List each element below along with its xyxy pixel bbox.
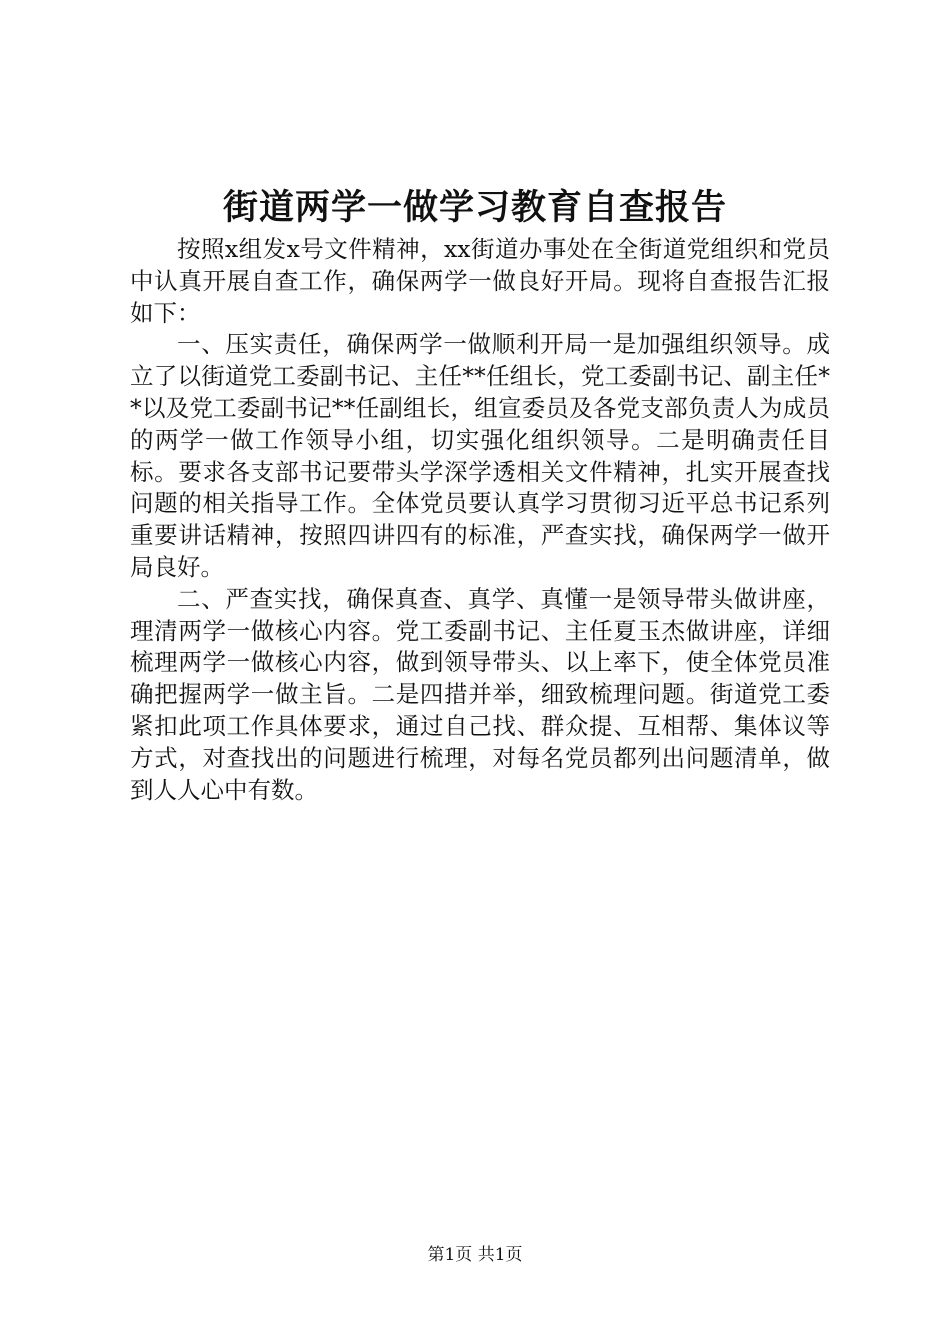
document-title: 街道两学一做学习教育自查报告 <box>222 187 727 228</box>
page-number-footer: 第1页 共1页 <box>427 1245 523 1265</box>
paragraph-section-one: 一、压实责任，确保两学一做顺利开局一是加强组织领导。成立了以街道党工委副书记、主任**任组长，党工委副书记、副主任**以及党工委副书记**任副组长，组宣委员及各党支部负责人为成员的两学一做工作领导小组，切实强化组织领导。二是明确责任目标。要求各支部书记要带头学深学透相关文件精神，扎实开展查找问题的相关指导工作。全体党员要认真学习贯彻习近平总书记系列重要讲话精神，按照四讲四有的标准，严查实找，确保两学一做开局良好。 <box>130 330 830 581</box>
paragraph-intro: 按照x组发x号文件精神，xx街道办事处在全街道党组织和党员中认真开展自查工作，确保两学一做良好开局。现将自查报告汇报如下： <box>130 235 830 327</box>
document-body <box>130 234 830 806</box>
paragraph-section-two: 二、严查实找，确保真查、真学、真懂一是领导带头做讲座，理清两学一做核心内容。党工委副书记、主任夏玉杰做讲座，详细梳理两学一做核心内容，做到领导带头、以上率下，使全体党员准确把握两学一做主旨。二是四措并举，细致梳理问题。街道党工委紧扣此项工作具体要求，通过自己找、群众提、互相帮、集体议等方式，对查找出的问题进行梳理，对每名党员都列出问题清单，做到人人心中有数。 <box>130 584 830 804</box>
